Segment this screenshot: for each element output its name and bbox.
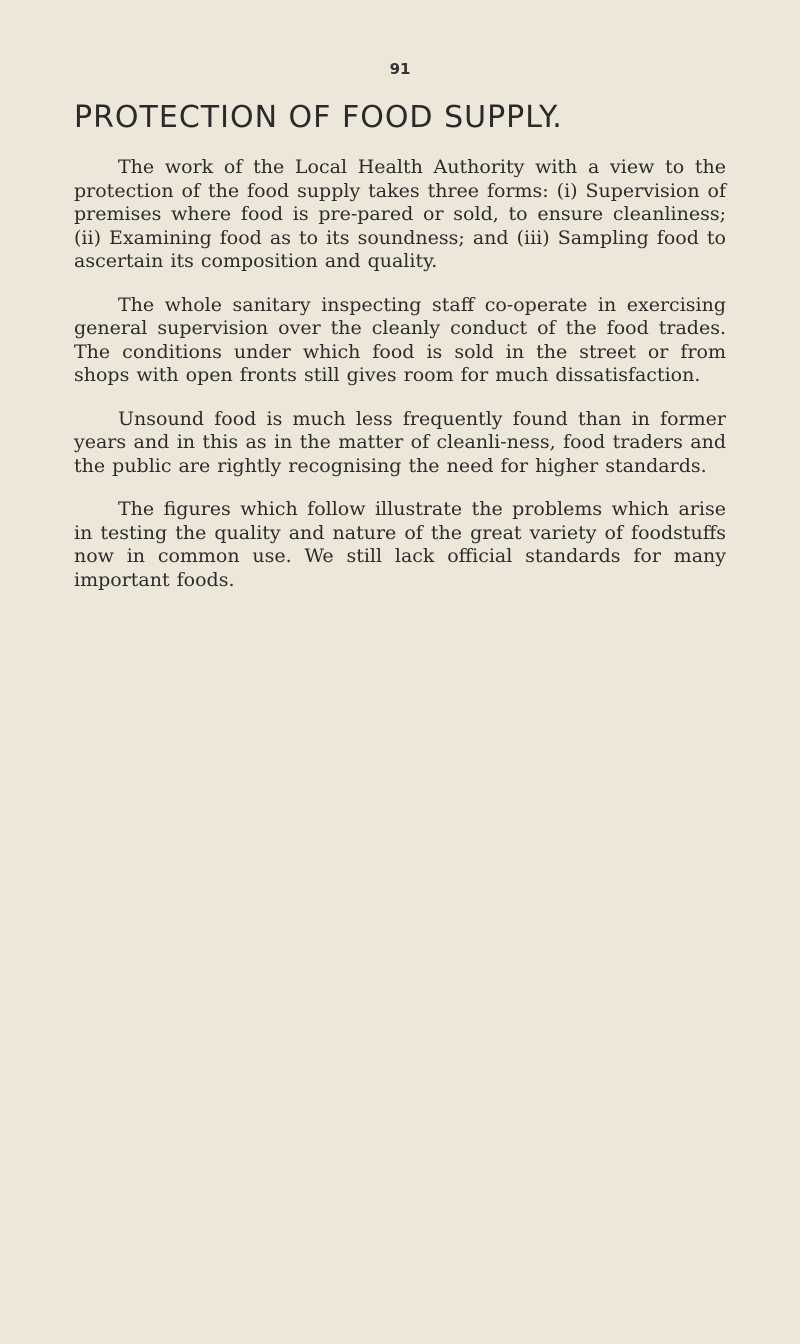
body-text: [74, 156, 726, 612]
page-title: PROTECTION OF FOOD SUPPLY.: [74, 100, 563, 135]
paragraph-work-of-authority: The work of the Local Health Authority with a view to the protection of the food supply takes three forms: (i) Supervision of premises where food is pre-pared or sold, to ensure cleanliness; (ii) Examining food as to its soundness; and (iii) Sampling food to ascertain its composition and quality.: [74, 156, 726, 272]
page-number: 91: [389, 60, 411, 78]
paragraph-figures: The figures which follow illustrate the problems which arise in testing the quality and nature of the great variety of foodstuffs now in common use. We still lack official standards for many important foods.: [74, 498, 726, 591]
paragraph-sanitary-staff: The whole sanitary inspecting staff co-operate in exercising general supervision over the cleanly conduct of the food trades. The conditions under which food is sold in the street or from shops with open fronts still gives room for much dissatisfaction.: [74, 293, 726, 386]
paragraph-unsound-food: Unsound food is much less frequently found than in former years and in this as in the matter of cleanli-ness, food traders and the public are rightly recognising the need for higher standards.: [74, 407, 726, 477]
